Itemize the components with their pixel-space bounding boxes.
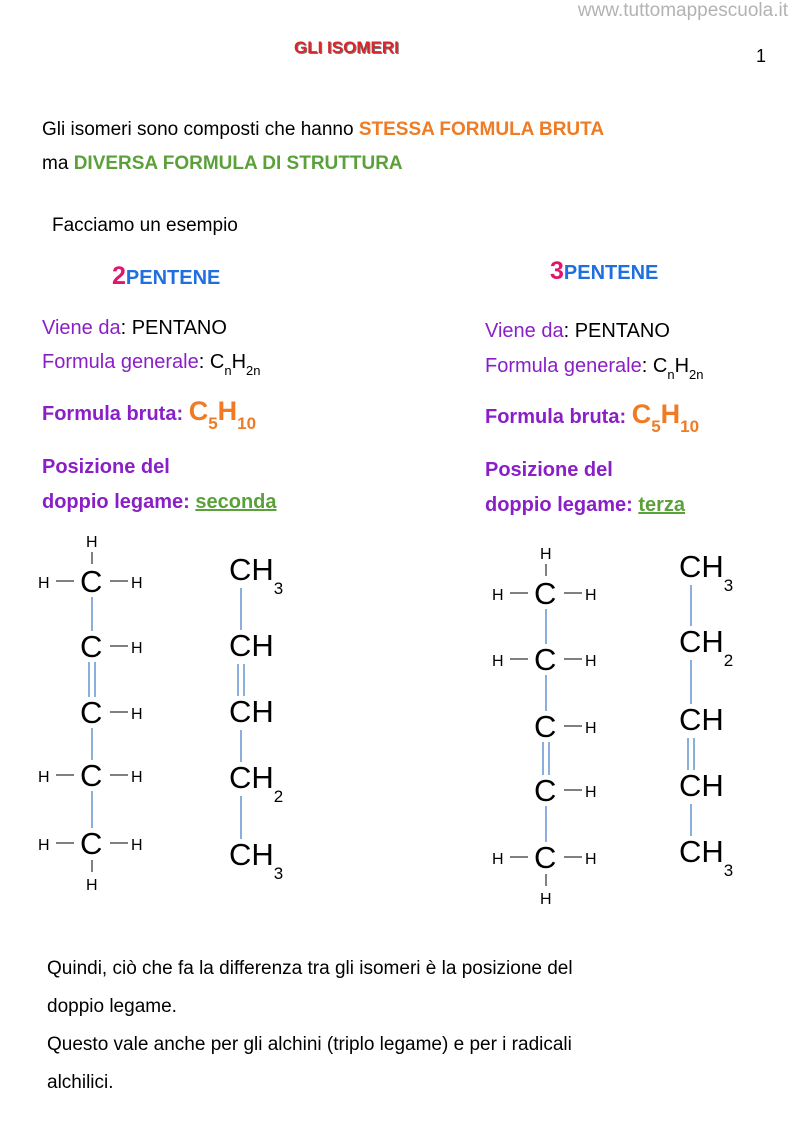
right-hydrogen-atom: H: [585, 720, 597, 737]
left-condensed-group: $CH_3$: [229, 552, 284, 598]
left-bruta-label: Formula bruta:: [42, 403, 184, 425]
right-hydrogen-atom: H: [540, 891, 552, 908]
right-posizione-line1: Posizione del: [485, 459, 613, 481]
right-condensed-group: CH: [679, 702, 724, 737]
left-condensed-group: CH: [229, 628, 274, 663]
right-condensed-group: CH: [679, 768, 724, 803]
left-posizione-value: seconda: [195, 491, 277, 513]
left-carbon-atom: C: [80, 826, 103, 861]
left-hydrogen-atom: H: [38, 837, 50, 854]
right-fg-hsub: 2n: [689, 367, 704, 382]
conclusion-line1: Quindi, ciò che fa la differenza tra gli isomeri è la posizione del: [47, 958, 573, 979]
right-carbon-atom: C: [534, 840, 557, 875]
left-fg-n: n: [224, 363, 232, 378]
left-condensed-group: $CH_3$: [229, 837, 284, 883]
right-carbon-atom: C: [534, 642, 557, 677]
left-hydrogen-atom: H: [131, 640, 143, 657]
left-hydrogen-atom: H: [131, 706, 143, 723]
left-hydrogen-atom: H: [131, 769, 143, 786]
example-label: Facciamo un esempio: [52, 215, 238, 236]
right-compound-label: PENTENE: [563, 262, 659, 284]
left-condensed-group: $CH_2$: [229, 760, 284, 806]
left-posizione-line2: doppio legame:: [42, 491, 190, 513]
right-posizione-colon: :: [626, 494, 639, 516]
right-bruta-hsub: 10: [680, 417, 700, 436]
right-carbon-atom: C: [534, 576, 557, 611]
left-fg-c: C: [209, 351, 225, 373]
left-viene-value: : PENTANO: [120, 317, 227, 339]
left-bruta-csub: 5: [208, 414, 218, 433]
right-bruta-c: C: [631, 399, 652, 429]
conclusion-line3: Questo vale anche per gli alchini (triplo legame) e per i radicali: [47, 1034, 572, 1055]
left-fg-hsub: 2n: [246, 363, 261, 378]
right-hydrogen-atom: H: [585, 587, 597, 604]
right-posizione-line2: doppio legame: [485, 494, 627, 516]
left-hydrogen-atom: H: [38, 575, 50, 592]
right-bruta-label: Formula bruta:: [485, 406, 627, 428]
left-condensed-group: CH: [229, 694, 274, 729]
right-generale-colon: :: [641, 355, 653, 377]
right-carbon-atom: C: [534, 709, 557, 744]
left-carbon-atom: C: [80, 629, 103, 664]
intro-part1: Gli isomeri sono composti che hanno: [42, 119, 359, 140]
left-hydrogen-atom: H: [131, 575, 143, 592]
right-condensed-group: $CH_3$: [679, 834, 734, 880]
left-generale-colon: :: [198, 351, 210, 373]
right-hydrogen-atom: H: [492, 587, 504, 604]
intro-part2: ma: [42, 153, 74, 174]
left-bruta-c: C: [188, 396, 209, 426]
right-fg-n: n: [667, 367, 675, 382]
left-carbon-atom: C: [80, 695, 103, 730]
left-bruta-hsub: 10: [237, 414, 257, 433]
right-hydrogen-atom: H: [492, 653, 504, 670]
left-fg-h: H: [231, 351, 247, 373]
left-hydrogen-atom: H: [86, 877, 98, 894]
conclusion-text: [47, 950, 573, 1102]
left-carbon-atom: C: [80, 758, 103, 793]
left-carbon-atom: C: [80, 564, 103, 599]
right-viene-value: : PENTANO: [563, 320, 670, 342]
website-url: www.tuttomappescuola.it: [577, 0, 788, 21]
right-viene-label: Viene da: [485, 320, 564, 342]
left-bruta-h: H: [217, 396, 238, 426]
left-compound-label: PENTENE: [125, 267, 221, 289]
left-hydrogen-atom: H: [86, 534, 98, 551]
right-fg-c: C: [652, 355, 668, 377]
page-number: 1: [756, 46, 767, 66]
left-hydrogen-atom: H: [131, 837, 143, 854]
right-fg-h: H: [674, 355, 690, 377]
right-hydrogen-atom: H: [585, 851, 597, 868]
page-title: GLI ISOMERI: [294, 38, 399, 57]
right-compound-number: 3: [550, 257, 564, 285]
right-bruta-csub: 5: [651, 417, 661, 436]
right-condensed-group: $CH_3$: [679, 549, 734, 595]
right-posizione-value: terza: [638, 494, 686, 516]
right-bruta-h: H: [660, 399, 681, 429]
conclusion-line4: alchilici.: [47, 1072, 114, 1093]
conclusion-line2: doppio legame.: [47, 996, 177, 1017]
left-posizione-line1: Posizione del: [42, 456, 170, 478]
right-condensed-group: $CH_2$: [679, 624, 734, 670]
left-generale-label: Formula generale: [42, 351, 199, 373]
right-hydrogen-atom: H: [585, 653, 597, 670]
intro-highlight-struttura: DIVERSA FORMULA DI STRUTTURA: [73, 153, 403, 174]
intro-highlight-bruta: STESSA FORMULA BRUTA: [358, 119, 605, 140]
right-generale-label: Formula generale: [485, 355, 642, 377]
right-hydrogen-atom: H: [492, 851, 504, 868]
left-compound-number: 2: [112, 262, 126, 290]
right-carbon-atom: C: [534, 773, 557, 808]
right-hydrogen-atom: H: [540, 546, 552, 563]
right-hydrogen-atom: H: [585, 784, 597, 801]
left-viene-label: Viene da: [42, 317, 121, 339]
left-hydrogen-atom: H: [38, 769, 50, 786]
